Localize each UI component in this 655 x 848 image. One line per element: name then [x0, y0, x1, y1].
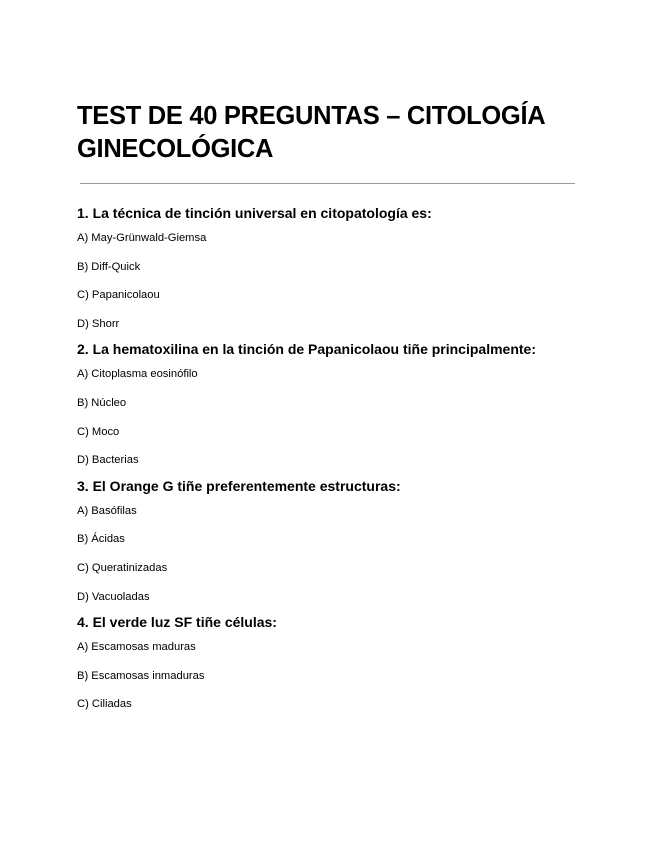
option-d: D) Vacuoladas — [77, 590, 150, 603]
option-b: B) Ácidas — [77, 533, 125, 546]
option-d: D) Bacterias — [77, 454, 139, 467]
option-d: D) Shorr — [77, 317, 120, 330]
question-1 — [77, 203, 617, 331]
title-divider — [80, 183, 575, 184]
option-c: C) Moco — [77, 425, 120, 438]
option-c: C) Queratinizadas — [77, 561, 168, 574]
question-text: 4. El verde luz SF tiñe células: — [77, 614, 277, 631]
option-a: A) Citoplasma eosinófilo — [77, 368, 198, 381]
option-c: C) Ciliadas — [77, 698, 132, 711]
option-b: B) Núcleo — [77, 396, 127, 409]
option-a: A) Basófilas — [77, 504, 137, 517]
question-text: 3. El Orange G tiñe preferentemente estructuras: — [77, 477, 401, 494]
option-a: A) May-Grünwald-Giemsa — [77, 232, 207, 244]
option-b: B) Escamosas inmaduras — [77, 669, 205, 682]
question-3 — [77, 476, 617, 604]
question-list — [77, 203, 617, 726]
option-c: C) Papanicolaou — [77, 289, 160, 302]
document-title: TEST DE 40 PREGUNTAS – CITOLOGÍA GINECOLÓGICA — [77, 102, 545, 163]
question-2 — [77, 339, 617, 467]
question-4 — [77, 612, 617, 711]
question-text: 1. La técnica de tinción universal en citopatología es: — [77, 205, 432, 221]
option-b: B) Diff-Quick — [77, 260, 141, 273]
option-a: A) Escamosas maduras — [77, 641, 196, 654]
question-text: 2. La hematoxilina en la tinción de Papanicolaou tiñe principalmente: — [77, 341, 536, 358]
